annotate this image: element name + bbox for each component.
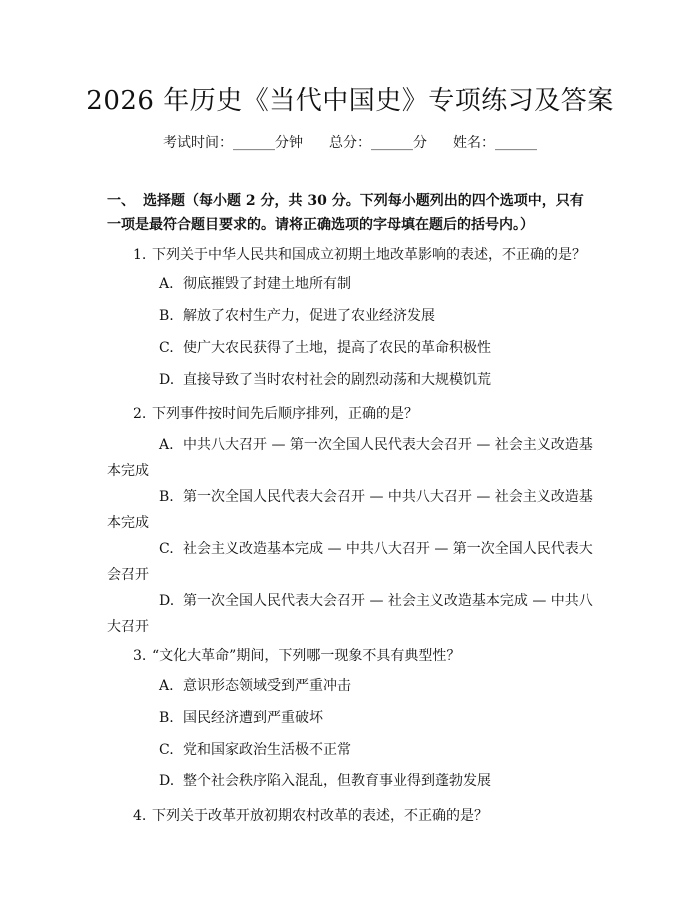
question-number: 4.: [133, 808, 147, 824]
question-3: [107, 645, 593, 665]
question-3-option-d: [107, 768, 593, 794]
option-text: 直接导致了当时农村社会的剧烈动荡和大规模饥荒: [183, 372, 491, 388]
question-3-option-a: [107, 673, 593, 699]
option-letter: D.: [159, 593, 175, 609]
option-letter: A.: [159, 678, 174, 694]
option-letter: A.: [159, 437, 174, 453]
question-4: [107, 805, 593, 825]
option-letter: B.: [159, 710, 174, 726]
question-text: 下列关于中华人民共和国成立初期土地改革影响的表述，不正确的是？: [152, 247, 586, 263]
option-letter: A.: [159, 276, 174, 292]
section-heading: [107, 189, 593, 237]
option-text: 使广大农民获得了土地，提高了农民的革命积极性: [183, 340, 491, 356]
option-text: 整个社会秩序陷入混乱，但教育事业得到蓬勃发展: [183, 773, 491, 789]
exam-meta: [0, 132, 700, 152]
question-1: [107, 244, 593, 264]
option-text: 国民经济遭到严重破坏: [183, 710, 323, 726]
option-text: 党和国家政治生活极不正常: [183, 742, 351, 758]
question-1-option-c: [107, 335, 593, 361]
question-text: 下列关于改革开放初期农村改革的表述，不正确的是？: [152, 808, 488, 824]
question-2-option-a: [107, 432, 593, 484]
exam-time-label: 考试时间：______分钟: [163, 135, 303, 151]
section-number: 一、: [107, 193, 135, 209]
question-2-option-c: [107, 536, 593, 588]
option-text: 第一次全国人民代表大会召开 — 社会主义改造基本完成 — 中共八大召开: [107, 593, 593, 635]
option-text: 社会主义改造基本完成 — 中共八大召开 — 第一次全国人民代表大会召开: [107, 541, 593, 583]
question-3-option-b: [107, 705, 593, 731]
question-number: 3.: [133, 648, 147, 664]
option-letter: B.: [159, 308, 174, 324]
name-label: 姓名：______: [453, 135, 537, 151]
page-title: 2026 年历史《当代中国史》专项练习及答案: [86, 86, 614, 116]
question-3-option-c: [107, 737, 593, 763]
option-letter: C.: [159, 340, 174, 356]
section-instructions: 选择题（每小题 2 分，共 30 分。下列每小题列出的四个选项中，只有一项是最符合题目要求的。请将正确选项的字母填在题后的括号内。）: [107, 193, 584, 233]
option-letter: B.: [159, 489, 174, 505]
question-2-option-d: [107, 588, 593, 640]
option-text: 第一次全国人民代表大会召开 — 中共八大召开 — 社会主义改造基本完成: [107, 489, 593, 531]
question-number: 1.: [133, 247, 147, 263]
question-1-option-a: [107, 271, 593, 297]
question-text: 下列事件按时间先后顺序排列，正确的是？: [152, 406, 418, 422]
option-letter: C.: [159, 541, 174, 557]
question-1-option-d: [107, 367, 593, 393]
option-letter: D.: [159, 773, 175, 789]
option-letter: D.: [159, 372, 175, 388]
question-text: “文化大革命”期间，下列哪一现象不具有典型性？: [152, 648, 461, 664]
question-number: 2.: [133, 406, 147, 422]
question-2-option-b: [107, 484, 593, 536]
option-text: 解放了农村生产力，促进了农业经济发展: [183, 308, 435, 324]
option-text: 中共八大召开 — 第一次全国人民代表大会召开 — 社会主义改造基本完成: [107, 437, 593, 479]
option-text: 意识形态领域受到严重冲击: [183, 678, 351, 694]
total-score-label: 总分：______分: [329, 135, 427, 151]
question-2: [107, 403, 593, 423]
question-1-option-b: [107, 303, 593, 329]
option-letter: C.: [159, 742, 174, 758]
option-text: 彻底摧毁了封建土地所有制: [183, 276, 351, 292]
